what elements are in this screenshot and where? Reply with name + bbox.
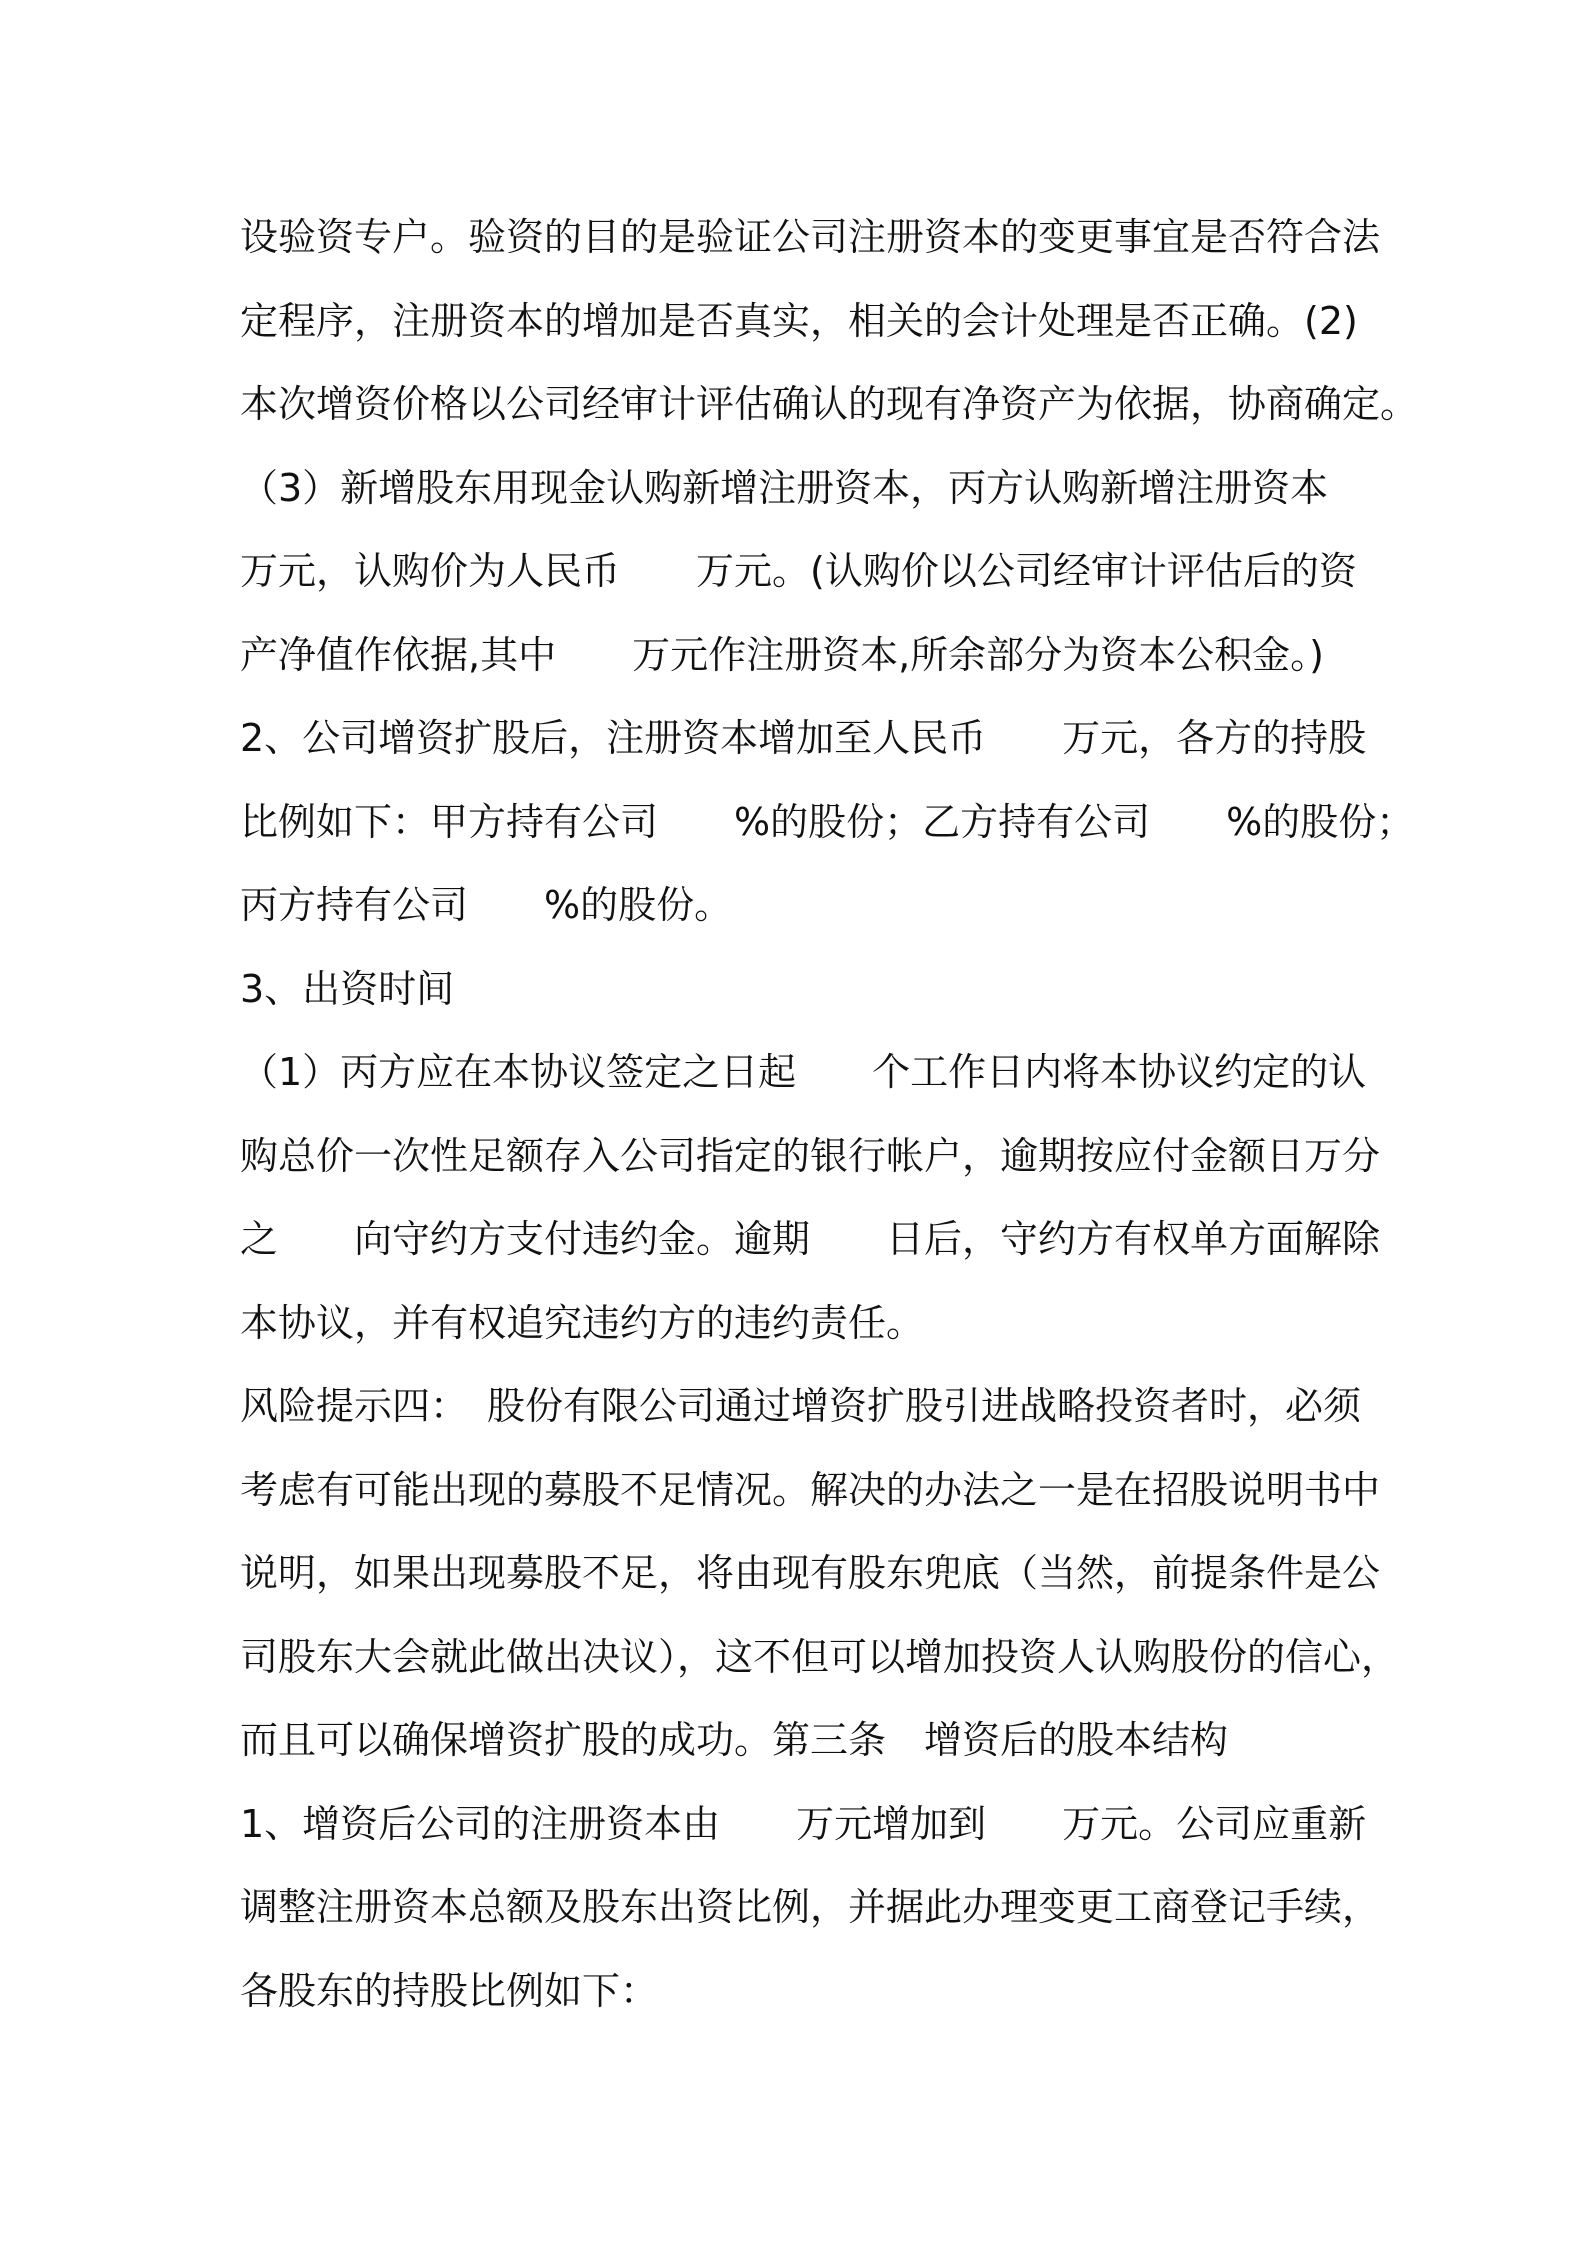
text-line: 说明，如果出现募股不足，将由现有股东兜底（当然，前提条件是公 [240,1551,1381,1595]
text-line: 各股东的持股比例如下： [240,1968,659,2013]
body-text [240,196,1419,2033]
text-line: 丙方持有公司 %的股份。 [240,883,733,927]
text-line: 之 向守约方支付违约金。逾期 日后，守约方有权单方面解除 [240,1217,1381,1261]
text-line: 产净值作依据,其中 万元作注册资本,所余部分为资本公积金。) [240,632,1324,677]
text-line: 设验资专户。验资的目的是验证公司注册资本的变更事宜是否符合法 [240,215,1381,259]
text-line: 定程序，注册资本的增加是否真实，相关的会计处理是否正确。(2) [240,298,1358,343]
text-line: 比例如下：甲方持有公司 %的股份；乙方持有公司 %的股份； [240,799,1415,844]
text-line: 本协议，并有权追究违约方的违约责任。 [240,1300,925,1345]
text-line: 调整注册资本总额及股东出资比例，并据此办理变更工商登记手续， [240,1885,1381,1929]
text-line: 而且可以确保增资扩股的成功。第三条 增资后的股本结构 [240,1718,1229,1762]
text-line: 购总价一次性足额存入公司指定的银行帐户，逾期按应付金额日万分 [240,1133,1381,1178]
text-line: 1、增资后公司的注册资本由 万元增加到 万元。公司应重新 [240,1801,1367,1846]
section-heading: 3、出资时间 [240,966,455,1011]
text-line: （3）新增股东用现金认购新增注册资本，丙方认购新增注册资本 [240,465,1329,510]
text-line: （1）丙方应在本协议签定之日起 个工作日内将本协议约定的认 [240,1050,1367,1094]
text-line: 风险提示四： 股份有限公司通过增资扩股引进战略投资者时，必须 [240,1384,1362,1428]
text-line: 考虑有可能出现的募股不足情况。解决的办法之一是在招股说明书中 [240,1467,1381,1512]
text-line: 万元，认购价为人民币 万元。(认购价以公司经审计评估后的资 [240,549,1357,593]
text-line: 司股东大会就此做出决议），这不但可以增加投资人认购股份的信心， [240,1634,1400,1679]
text-line: 2、公司增资扩股后，注册资本增加至人民币 万元，各方的持股 [240,716,1367,760]
text-line: 本次增资价格以公司经审计评估确认的现有净资产为依据，协商确定。 [240,382,1419,426]
